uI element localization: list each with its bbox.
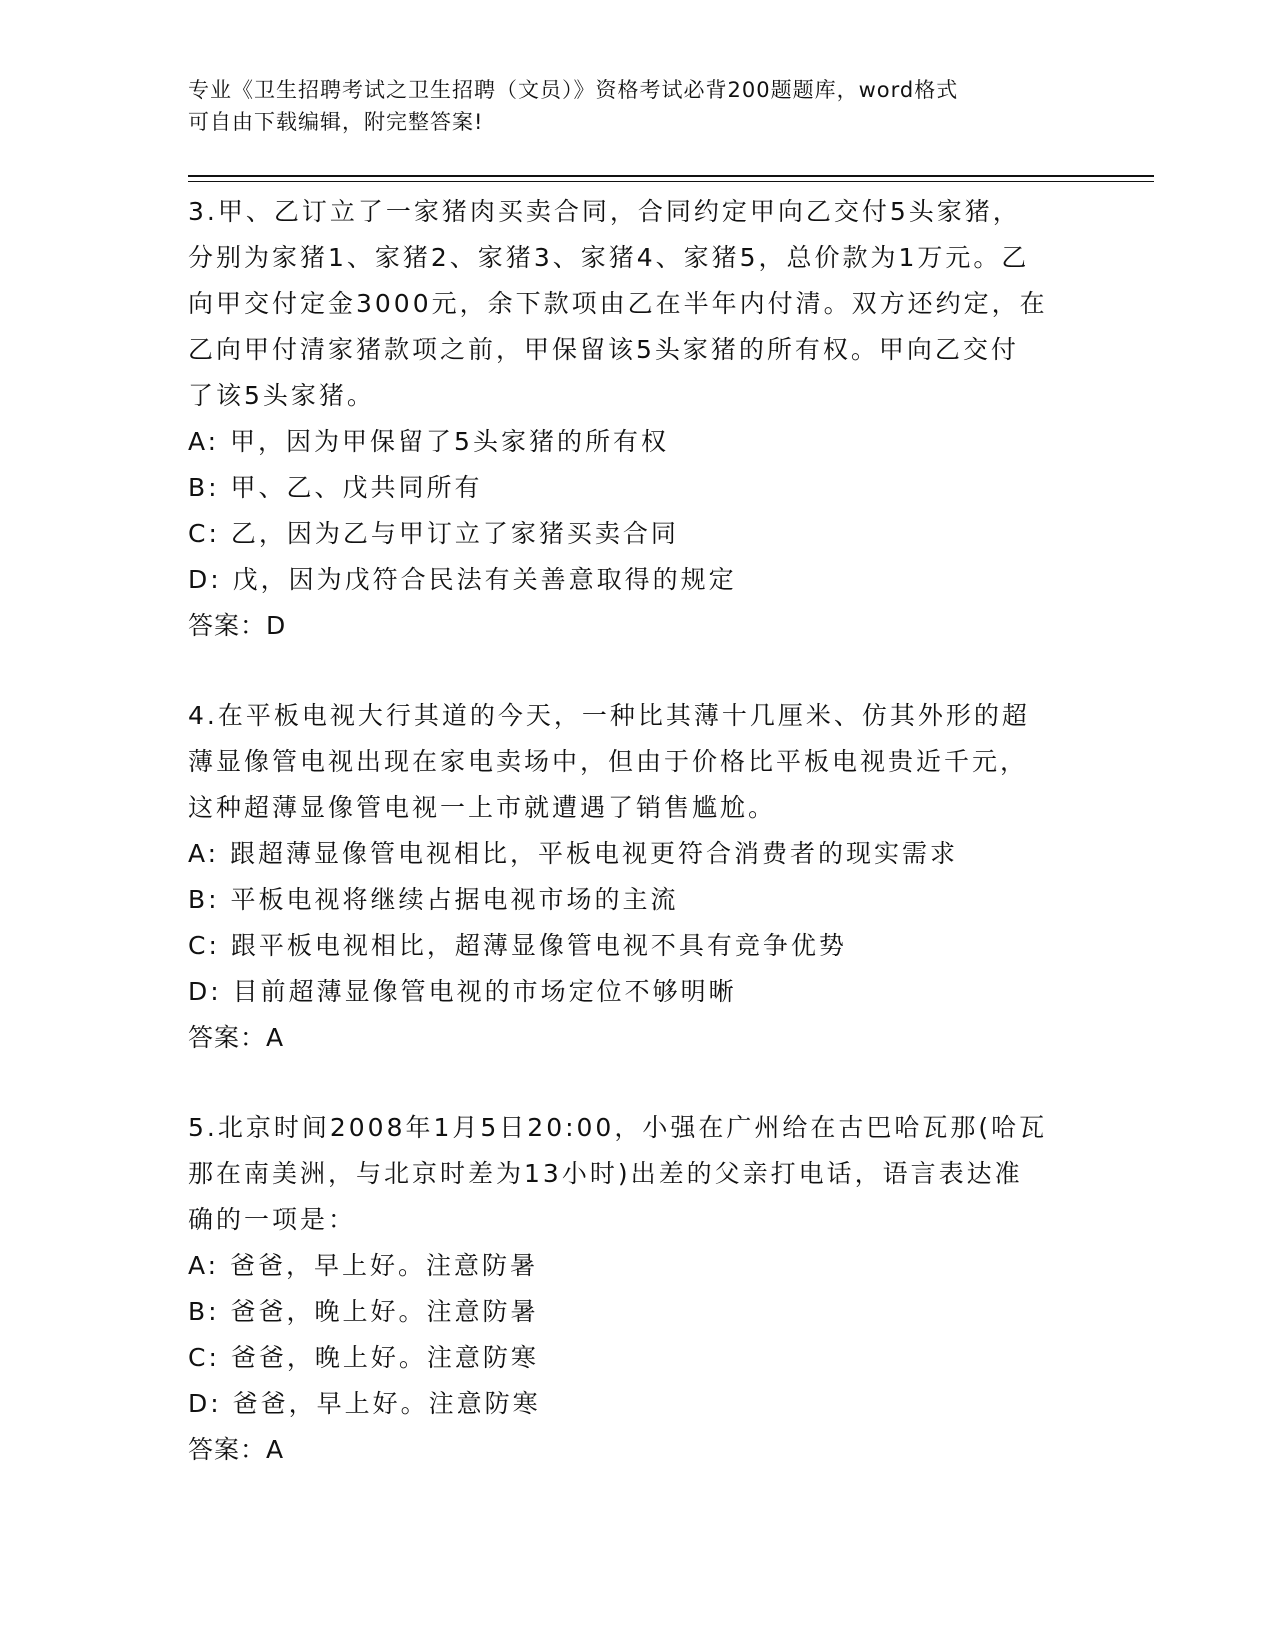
option-a: A: 甲，因为甲保留了5头家猪的所有权 [188, 427, 669, 456]
option-d: D: 戊，因为戊符合民法有关善意取得的规定 [188, 565, 737, 594]
question-stem-line: 5.北京时间2008年1月5日20:00，小强在广州给在古巴哈瓦那(哈瓦 [188, 1113, 1048, 1142]
question-stem-line: 4.在平板电视大行其道的今天，一种比其薄十几厘米、仿其外形的超 [188, 701, 1030, 730]
question-stem-line: 了该5头家猪。 [188, 381, 375, 410]
question-5 [188, 1105, 1088, 1473]
question-stem-line: 3.甲、乙订立了一家猪肉买卖合同，合同约定甲向乙交付5头家猪， [188, 197, 1021, 226]
question-stem-line: 乙向甲付清家猪款项之前，甲保留该5头家猪的所有权。甲向乙交付 [188, 335, 1019, 364]
question-stem-line: 分别为家猪1、家猪2、家猪3、家猪4、家猪5，总价款为1万元。乙 [188, 243, 1030, 272]
option-c: C: 乙，因为乙与甲订立了家猪买卖合同 [188, 519, 679, 548]
question-list [188, 189, 1088, 1473]
header-divider-thick [188, 175, 1154, 177]
option-a: A: 跟超薄显像管电视相比，平板电视更符合消费者的现实需求 [188, 839, 959, 868]
document-header [188, 74, 1068, 138]
question-stem-line: 薄显像管电视出现在家电卖场中，但由于价格比平板电视贵近千元， [188, 747, 1029, 776]
question-4 [188, 693, 1088, 1061]
option-b: B: 平板电视将继续占据电视市场的主流 [188, 885, 679, 914]
question-spacer [188, 649, 1088, 693]
header-line-2: 可自由下载编辑，附完整答案! [188, 110, 484, 134]
answer-line: 答案：A [188, 1023, 285, 1052]
question-stem-line: 确的一项是： [188, 1205, 357, 1234]
option-d: D: 目前超薄显像管电视的市场定位不够明晰 [188, 977, 737, 1006]
question-spacer [188, 1061, 1088, 1105]
option-a: A: 爸爸，早上好。注意防暑 [188, 1251, 539, 1280]
answer-line: 答案：D [188, 611, 287, 640]
question-3 [188, 189, 1088, 649]
header-line-1: 专业《卫生招聘考试之卫生招聘（文员）》资格考试必背200题题库，word格式 [188, 78, 959, 102]
answer-line: 答案：A [188, 1435, 285, 1464]
option-c: C: 跟平板电视相比，超薄显像管电视不具有竞争优势 [188, 931, 847, 960]
header-divider-thin [188, 181, 1154, 182]
option-b: B: 爸爸，晚上好。注意防暑 [188, 1297, 539, 1326]
option-d: D: 爸爸，早上好。注意防寒 [188, 1389, 541, 1418]
question-stem-line: 那在南美洲，与北京时差为13小时)出差的父亲打电话，语言表达准 [188, 1159, 1023, 1188]
option-b: B: 甲、乙、戊共同所有 [188, 473, 483, 502]
option-c: C: 爸爸，晚上好。注意防寒 [188, 1343, 539, 1372]
question-stem-line: 这种超薄显像管电视一上市就遭遇了销售尴尬。 [188, 793, 777, 822]
question-stem-line: 向甲交付定金3000元，余下款项由乙在半年内付清。双方还约定，在 [188, 289, 1048, 318]
